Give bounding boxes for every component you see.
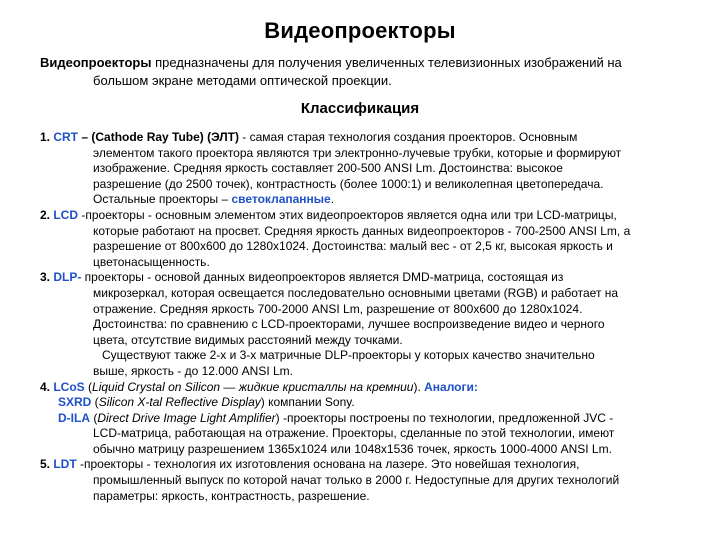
dlp-line2: микрозеркал, которая освещается последовательно основными цветами (RGB) и работает на [93, 285, 619, 300]
dlp-line6: Существуют также 2-х и 3-х матричные DLP-проекторы у которых качество значительно [102, 348, 595, 363]
lcd-line3: разрешение от 800х600 до 1280х1024. Достоинства: малый вес - от 2,5 кг, высокая яркость и [93, 239, 613, 254]
classification-heading: Классификация [300, 100, 420, 117]
dlp-text: проекторы - основой данных видеопроекторов является DMD-матрица, состоящая из [81, 270, 564, 285]
lcd-text: -проекторы - основным элементом этих видеопроекторов является одна или три LCD-матрицы, [78, 207, 617, 222]
crt-head: – (Cathode Ray Tube) (ЭЛТ) [78, 130, 239, 144]
sxrd-rest: ) компании Sony. [260, 395, 355, 410]
dlp-abbr: DLP- [53, 270, 82, 285]
list-item-lcd [40, 208, 690, 270]
sxrd-abbr: SXRD [58, 395, 92, 410]
ldt-line2: промышленный выпуск по которой начат только в 2000 г. Недоступные для других технологий [93, 473, 620, 488]
intro-line1: предназначены для получения увеличенных телевизионных изображений на [151, 55, 622, 70]
list-item-crt [40, 130, 690, 208]
crt-text: - самая старая технология создания проекторов. Основным [238, 130, 578, 144]
ldt-line3: параметры: яркость, контрастность, разрешение. [93, 488, 370, 503]
dlp-line3: отражение. Средняя яркость 700-2000 ANSI Lm, разрешение от 800х600 до 1280х1024. [93, 301, 583, 316]
item-number: 4. [40, 379, 54, 394]
lcd-line2: которые работают на просвет. Средняя яркость данных видеопроекторов - 700-2500 ANSI Lm, а [93, 223, 631, 238]
intro-lead: Видеопроекторы [40, 55, 152, 70]
dlp-line4: Достоинства: по сравнению с LCD-проекторами, лучшее воспроизведение видео и черного [93, 317, 605, 332]
dila-rest: ) -проекторы построены по технологии, предложенной JVC - [275, 410, 614, 425]
crt-abbr: CRT [53, 130, 79, 144]
ldt-abbr: LDT [53, 457, 77, 472]
crt-light-valve: светоклапанные [231, 192, 331, 207]
dlp-line5: цвета, отсутствие видимых расстояний между точками. [93, 332, 403, 347]
lcos-analogs: Аналоги: [424, 379, 478, 394]
sxrd-paren: ( [91, 395, 99, 410]
sxrd-italic: Silicon X-tal Reflective Display [98, 395, 261, 410]
sxrd-line [40, 395, 690, 411]
dila-abbr: D-ILA [58, 410, 90, 425]
lcos-abbr: LCoS [53, 379, 85, 394]
classification-list [40, 130, 690, 504]
lcos-line3: обычно матрицу разрешением 1365х1024 или 1048х1536 точек, яркость 1000-4000 ANSI Lm. [93, 441, 612, 456]
crt-line5-c: . [330, 192, 335, 207]
dlp-line7: выше, яркость - до 12.000 ANSI Lm. [93, 363, 294, 378]
dila-italic: Direct Drive Image Light Amplifier [97, 410, 276, 425]
ldt-text: -проекторы - технология их изготовления основана на лазере. Это новейшая технология, [76, 457, 580, 472]
lcd-abbr: LCD [53, 207, 79, 222]
crt-line5 [40, 192, 690, 208]
item-number: 5. [40, 457, 54, 472]
crt-line2: элементом такого проектора являются три электронно-лучевые трубки, которые и формируют [93, 145, 622, 160]
list-item-lcos [40, 380, 690, 458]
crt-line3: изображение. Средняя яркость составляет 200-500 ANSI Lm. Достоинства: высокое [93, 161, 563, 176]
crt-line4: разрешение (до 2500 точек), контрастность (более 1000:1) и великолепная цветопередача. [93, 176, 604, 191]
lcos-line2: LCD-матрица, работающая на отражение. Проекторы, сделанные по этой технологии, имеют [93, 426, 615, 441]
list-item-dlp [40, 270, 690, 379]
lcd-line4: цветонасыщенность. [93, 254, 210, 269]
intro-line2: большом экране методами оптической проекции. [93, 73, 392, 88]
intro-paragraph [40, 54, 690, 90]
item-number: 2. [40, 207, 54, 222]
list-item-ldt [40, 457, 690, 504]
item-number: 1. [40, 130, 54, 144]
page-title: Видеопроекторы [264, 18, 456, 43]
crt-line5-a: Остальные проекторы – [93, 192, 232, 207]
dila-line [40, 411, 690, 427]
lcos-paren: ( [84, 379, 93, 394]
dila-paren: ( [90, 410, 98, 425]
lcos-italic: Liquid Crystal on Silicon — жидкие кристаллы на кремнии [92, 379, 414, 394]
lcos-close: ). [413, 379, 425, 394]
item-number: 3. [40, 270, 54, 285]
